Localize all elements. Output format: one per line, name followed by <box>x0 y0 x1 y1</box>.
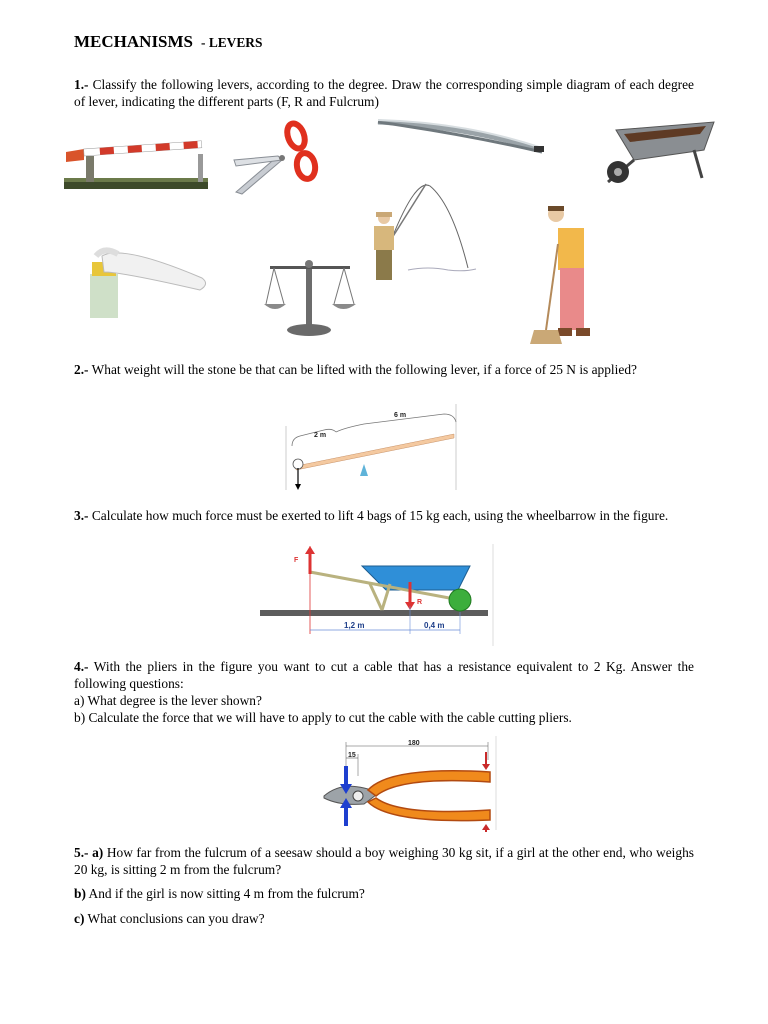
title-main: MECHANISMS <box>74 32 194 51</box>
question-2-text: What weight will the stone be that can be lifted with the following lever, if a force of 25 N is applied? <box>91 362 637 377</box>
question-4-b: b) Calculate the force that we will have to apply to cut the cable with the cable cutting pliers. <box>74 710 572 725</box>
question-1-text: Classify the following levers, according to the degree. Draw the corresponding simple diagram of each degree of lever, indicating the different parts (F, R and Fulcrum) <box>74 77 694 109</box>
question-4-number: 4.- <box>74 659 89 674</box>
question-1-number: 1.- <box>74 77 89 92</box>
wheelbarrow-diagram <box>260 544 496 648</box>
question-2-number: 2.- <box>74 362 89 377</box>
barrier-gate-image <box>62 138 212 196</box>
resistance-label: R <box>417 599 423 606</box>
question-5-c <box>74 910 694 927</box>
question-5-a-label: a) <box>92 845 104 860</box>
question-5-b <box>74 885 694 902</box>
pliers-diagram <box>320 736 500 832</box>
question-5-b-label: b) <box>74 886 86 901</box>
question-3 <box>74 507 694 524</box>
question-4-text: With the pliers in the figure you want to cut a cable that has a resistance equivalent to 2 Kg. Answer the following questions: <box>74 659 694 691</box>
question-5-c-text: What conclusions can you draw? <box>87 911 265 926</box>
wheelbarrow-label-left: 1,2 m <box>344 621 365 630</box>
question-5-a <box>74 844 694 878</box>
wheelbarrow-image <box>594 120 722 190</box>
title-sub: - LEVERS <box>201 35 263 50</box>
scissors-image <box>232 118 320 196</box>
tweezers-image <box>374 116 548 156</box>
question-2 <box>74 361 694 378</box>
pliers-label-long: 180 <box>408 740 420 747</box>
question-5-b-text: And if the girl is now sitting 4 m from the fulcrum? <box>88 886 365 901</box>
question-4 <box>74 658 694 692</box>
lever-label-short: 2 m <box>314 432 327 439</box>
question-5-c-label: c) <box>74 911 85 926</box>
balance-scale-image <box>262 256 358 338</box>
question-3-number: 3.- <box>74 508 89 523</box>
question-3-text: Calculate how much force must be exerted to lift 4 bags of 15 kg each, using the wheelbarrow in the figure. <box>91 508 669 523</box>
pliers-label-short: 15 <box>348 752 356 759</box>
question-5-number: 5.- <box>74 845 89 860</box>
bottle-opener-image <box>82 226 212 318</box>
page-title <box>74 32 262 52</box>
wheelbarrow-label-right: 0,4 m <box>424 621 445 630</box>
force-label: F <box>294 557 299 564</box>
lever-diagram <box>284 404 460 492</box>
lever-label-long: 6 m <box>394 412 407 419</box>
question-1 <box>74 76 694 110</box>
question-4-a: a) What degree is the lever shown? <box>74 693 262 708</box>
question-5-a-text: How far from the fulcrum of a seesaw should a boy weighing 30 kg sit, if a girl at the other end, who weighs 20 kg, is sitting 2 m from the fulcrum? <box>74 845 694 877</box>
fishing-rod-image <box>368 180 478 284</box>
broom-sweeper-image <box>528 204 608 348</box>
